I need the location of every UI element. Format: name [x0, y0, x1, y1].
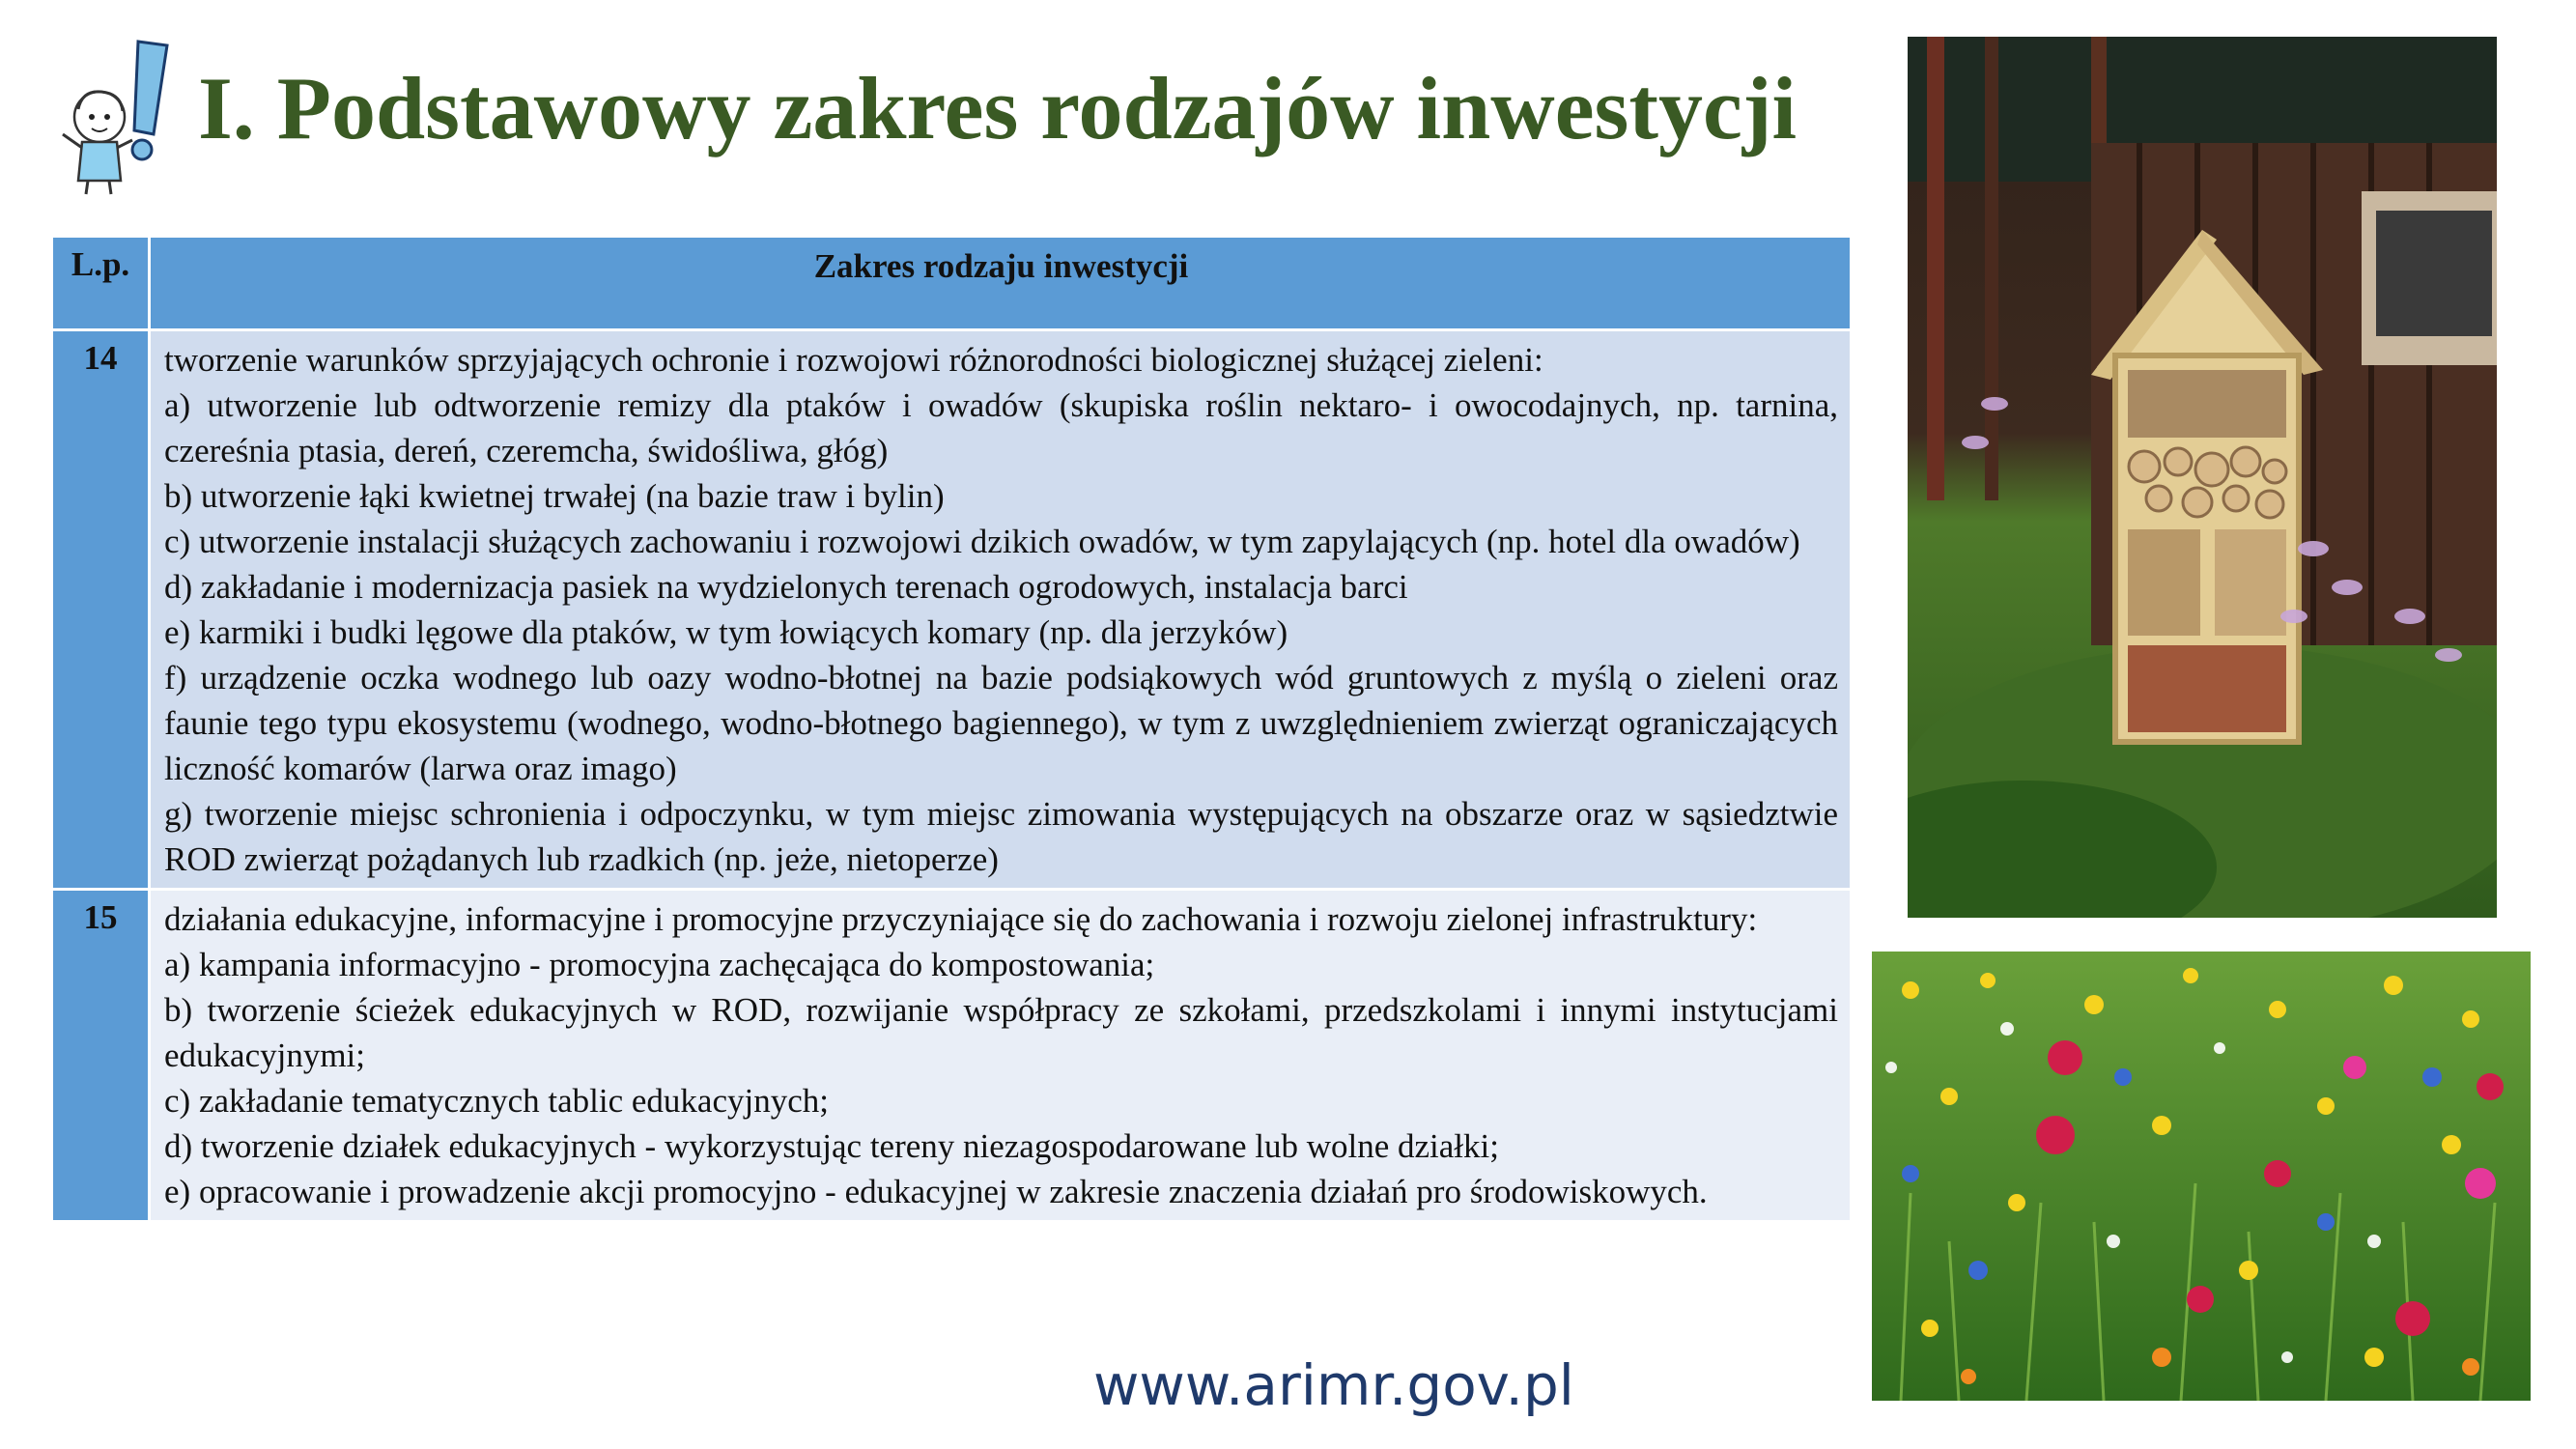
- list-item: g) tworzenie miejsc schronienia i odpoczynku, w tym miejsc zimowania występujących na obszarze oraz w sąsiedztwie ROD zwierząt pożądanych lub rzadkich (np. jeże, nietoperze): [164, 795, 1838, 878]
- website-link[interactable]: www.arimr.gov.pl: [1093, 1352, 1574, 1418]
- list-item: c) utworzenie instalacji służących zachowaniu i rozwojowi dzikich owadów, w tym zapylających (np. hotel dla owadów): [164, 523, 1800, 560]
- flower-meadow-photo: [1872, 952, 2531, 1401]
- row-description: [150, 890, 1852, 1222]
- list-item: a) kampania informacyjno - promocyjna zachęcająca do kompostowania;: [164, 946, 1155, 983]
- list-item: e) opracowanie i prowadzenie akcji promocyjno - edukacyjnej w zakresie znaczenia działań pro środowiskowych.: [164, 1173, 1708, 1210]
- table-row: [52, 330, 1852, 890]
- insect-hotel-photo: [1908, 37, 2497, 918]
- table-header-row: [52, 237, 1852, 330]
- header-scope: Zakres rodzaju inwestycji: [150, 237, 1852, 330]
- list-item: e) karmiki i budki lęgowe dla ptaków, w tym łowiących komary (np. dla jerzyków): [164, 613, 1288, 651]
- list-item: b) tworzenie ścieżek edukacyjnych w ROD, rozwijanie współpracy ze szkołami, przedszkolami i innymi instytucjami edukacyjnymi;: [164, 991, 1838, 1074]
- list-item: a) utworzenie lub odtworzenie remizy dla ptaków i owadów (skupiska roślin nektaro- i owocodajnych, np. tarnina, czereśnia ptasia, dereń, czeremcha, świdośliwa, głóg): [164, 386, 1838, 469]
- row-intro: tworzenie warunków sprzyjających ochronie i rozwojowi różnorodności biologicznej służącej zieleni:: [164, 341, 1543, 379]
- header-lp: L.p.: [52, 237, 150, 330]
- list-item: c) zakładanie tematycznych tablic edukacyjnych;: [164, 1082, 829, 1120]
- list-item: d) tworzenie działek edukacyjnych - wykorzystując tereny niezagospodarowane lub wolne działki;: [164, 1127, 1499, 1165]
- list-item: d) zakładanie i modernizacja pasiek na wydzielonych terenach ogrodowych, instalacja barci: [164, 568, 1408, 606]
- list-item: b) utworzenie łąki kwietnej trwałej (na bazie traw i bylin): [164, 477, 945, 515]
- list-item: f) urządzenie oczka wodnego lub oazy wodno-błotnej na bazie podsiąkowych wód gruntowych z myślą o zieleni oraz faunie tego typu ekosystemu (wodnego, wodno-błotnego bagiennego), w tym z uwzględnieniem zwierząt ograniczających liczność komarów (larwa oraz imago): [164, 659, 1838, 787]
- exclamation-mascot-icon: [53, 34, 179, 198]
- row-intro: działania edukacyjne, informacyjne i promocyjne przyczyniające się do zachowania i rozwoju zielonej infrastruktury:: [164, 900, 1758, 938]
- row-number: 15: [52, 890, 150, 1222]
- row-number: 14: [52, 330, 150, 890]
- page-title: I. Podstawowy zakres rodzajów inwestycji: [198, 59, 1798, 157]
- row-description: [150, 330, 1852, 890]
- investment-table: [50, 235, 1853, 1223]
- table-row: [52, 890, 1852, 1222]
